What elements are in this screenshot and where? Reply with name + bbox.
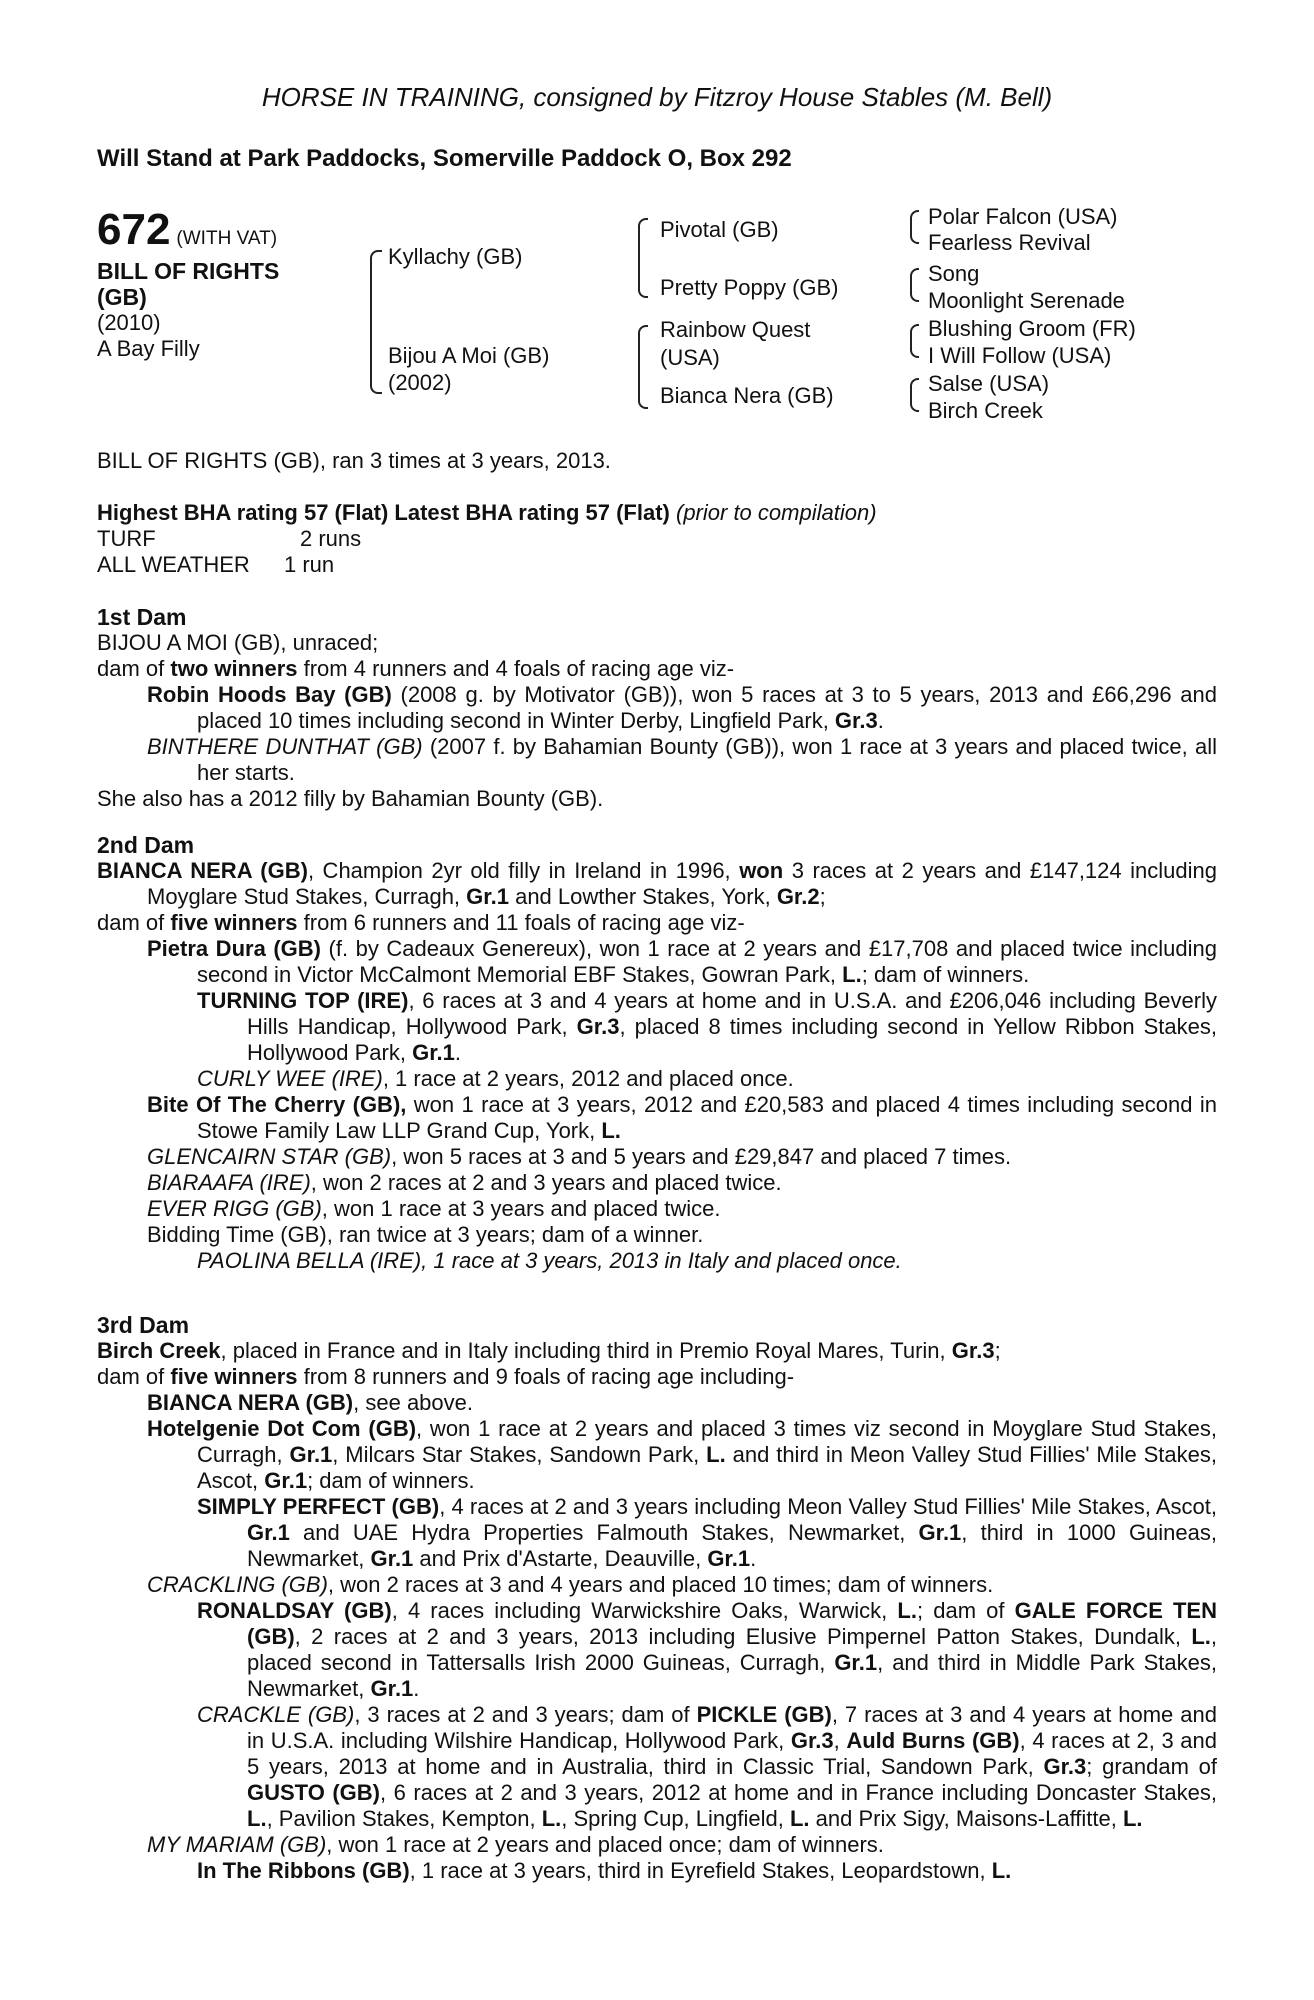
progeny-hotelgenie-dot-com bbox=[97, 1416, 1217, 1494]
progeny-paolina-bella: PAOLINA BELLA (IRE), 1 race at 3 years, 2013 in Italy and placed once. bbox=[197, 1248, 902, 1273]
progeny-name: CURLY WEE (IRE) bbox=[197, 1066, 383, 1091]
text: (2007 f. by Bahamian Bounty (GB)), won 1 race at 3 years and placed twice, all her starts. bbox=[197, 734, 1217, 785]
text: , 6 races at 3 and 4 years at home and in U.S.A. and £206,046 including Beverly Hills Handicap, Hollywood Park, bbox=[247, 988, 1217, 1039]
horse-year: (2010) bbox=[97, 310, 161, 335]
vat-note: (WITH VAT) bbox=[176, 228, 278, 249]
grade: Gr.3 bbox=[951, 1338, 995, 1363]
pedigree-brace-sd bbox=[910, 268, 919, 302]
progeny-name: TURNING TOP (IRE) bbox=[197, 988, 409, 1013]
runs-count: 2 runs bbox=[300, 526, 362, 551]
text: , 6 races at 2 and 3 years, 2012 at home and in France including Doncaster Stakes, bbox=[380, 1780, 1217, 1805]
race-summary: BILL OF RIGHTS (GB), ran 3 times at 3 years, 2013. bbox=[97, 448, 611, 473]
runs-count: 1 run bbox=[284, 552, 335, 577]
pedigree-brace-dam bbox=[638, 325, 648, 409]
text: ; dam of winners. bbox=[307, 1468, 475, 1493]
runs-row-turf bbox=[97, 526, 1217, 552]
pedigree-gen3-dds: Salse (USA) bbox=[928, 371, 1050, 396]
text: , won 5 races at 3 and 5 years and £29,847 and placed 7 times. bbox=[391, 1144, 1012, 1169]
text: , won 1 race at 3 years and placed twice. bbox=[321, 1196, 721, 1221]
runs-surface: TURF bbox=[97, 526, 156, 551]
progeny-ever-rigg bbox=[97, 1196, 1217, 1222]
text: , 3 races at 2 and 3 years; dam of bbox=[354, 1702, 697, 1727]
text: and Prix d'Astarte, Deauville, bbox=[413, 1546, 708, 1571]
dam2-line2 bbox=[97, 910, 1217, 936]
grade: Gr.1 bbox=[247, 1520, 290, 1545]
text: , 4 races at 2 and 3 years including Meon Valley Stud Fillies' Mile Stakes, Ascot, bbox=[439, 1494, 1217, 1519]
runs-surface: ALL WEATHER bbox=[97, 552, 250, 577]
text: , Pavilion Stakes, Kempton, bbox=[266, 1806, 542, 1831]
grade: Gr.1 bbox=[412, 1040, 455, 1065]
dam3-line2 bbox=[97, 1364, 1217, 1390]
horse-info bbox=[97, 258, 279, 362]
winners-count: five winners bbox=[170, 910, 298, 935]
pedigree-gen3-sss: Polar Falcon (USA) bbox=[928, 204, 1118, 229]
text: . bbox=[750, 1546, 757, 1571]
grade: L. bbox=[789, 1806, 810, 1831]
text: won 1 race at 3 years, 2012 and £20,583 and placed 4 times including second in Stowe Family Law LLP Grand Cup, York, bbox=[197, 1092, 1218, 1143]
dam2-bianca-nera bbox=[97, 858, 1217, 910]
pedigree-brace-sire bbox=[638, 218, 648, 298]
dam2-heading: 2nd Dam bbox=[97, 832, 195, 858]
progeny-name: GLENCAIRN STAR (GB) bbox=[147, 1144, 392, 1169]
grade: L. bbox=[842, 962, 862, 987]
grade: Gr.3 bbox=[1043, 1754, 1087, 1779]
runs-table bbox=[97, 526, 1217, 578]
text: (2008 g. by Motivator (GB)), won 5 races at 3 to 5 years, 2013 and £66,296 and placed 10 times including second in Winter Derby, Lingfield Park, bbox=[197, 682, 1218, 733]
rating-line bbox=[97, 500, 1217, 526]
grade: Gr.1 bbox=[918, 1520, 962, 1545]
pedigree-dam-sire-name: Rainbow Quest bbox=[660, 317, 811, 342]
text: . bbox=[454, 1040, 462, 1065]
pedigree-dam-sire bbox=[660, 316, 810, 372]
horse-country: (GB) bbox=[97, 284, 147, 310]
horse-description: A Bay Filly bbox=[97, 336, 200, 361]
rating-note: (prior to compilation) bbox=[676, 500, 877, 525]
grade: Gr.1 bbox=[834, 1650, 878, 1675]
text: , won 1 race at 2 years and placed 3 times viz second in Moyglare Stud Stakes, Curragh, bbox=[197, 1416, 1217, 1467]
pedigree-sire-dam: Pretty Poppy (GB) bbox=[660, 275, 839, 300]
progeny-curly-wee bbox=[97, 1066, 1217, 1092]
text: dam of bbox=[97, 910, 171, 935]
stand-location: Will Stand at Park Paddocks, Somerville Paddock O, Box 292 bbox=[97, 145, 792, 172]
pedigree-brace-dd bbox=[910, 378, 919, 412]
text: dam of bbox=[97, 656, 171, 681]
progeny-turning-top bbox=[97, 988, 1217, 1066]
dam2-section bbox=[97, 832, 1217, 1274]
horse-name: BILL OF RIGHTS bbox=[97, 258, 280, 284]
horse-name: Birch Creek bbox=[97, 1338, 221, 1363]
pedigree-gen3-sds: Song bbox=[928, 261, 980, 286]
text: , 7 races at 3 and 4 years at home and in U.S.A. including Wilshire Handicap, Hollywood Park, bbox=[247, 1702, 1217, 1753]
text: , won 2 races at 2 and 3 years and placed twice. bbox=[310, 1170, 782, 1195]
text: ; bbox=[994, 1338, 1001, 1363]
progeny-binthere-dunthat bbox=[97, 734, 1217, 786]
grade: Gr.1 bbox=[264, 1468, 308, 1493]
grade: L. bbox=[1122, 1806, 1143, 1831]
grade: Gr.3 bbox=[790, 1728, 834, 1753]
text: and Lowther Stakes, York, bbox=[508, 884, 777, 909]
pedigree-sire: Kyllachy (GB) bbox=[388, 244, 523, 269]
text: ; grandam of bbox=[1086, 1754, 1218, 1779]
text: ; dam of bbox=[916, 1598, 1015, 1623]
pedigree-brace-ss bbox=[910, 210, 919, 244]
pedigree-gen3-sdd: Moonlight Serenade bbox=[928, 288, 1125, 313]
progeny-bianca-nera bbox=[97, 1390, 1217, 1416]
text: from 8 runners and 9 foals of racing age including- bbox=[297, 1364, 795, 1389]
pedigree-dam-name: Bijou A Moi (GB) bbox=[388, 343, 550, 368]
grade: Gr.1 bbox=[370, 1676, 414, 1701]
text: , Spring Cup, Lingfield, bbox=[561, 1806, 790, 1831]
dam1-line2 bbox=[97, 656, 1217, 682]
pedigree-dam-dam: Bianca Nera (GB) bbox=[660, 383, 834, 408]
dam1-line1: BIJOU A MOI (GB), unraced; bbox=[97, 630, 379, 655]
text: 3 races at 2 years and £147,124 including Moyglare Stud Stakes, Curragh, bbox=[147, 858, 1217, 909]
progeny-in-the-ribbons bbox=[97, 1858, 1217, 1884]
dam1-section bbox=[97, 604, 1217, 812]
text: and third in Meon Valley Stud Fillies' Mile Stakes, Ascot, bbox=[197, 1442, 1217, 1493]
progeny-name: MY MARIAM (GB) bbox=[147, 1832, 327, 1857]
text: , third in 1000 Guineas, Newmarket, bbox=[247, 1520, 1217, 1571]
progeny-pietra-dura bbox=[97, 936, 1217, 988]
text: , 1 race at 3 years, third in Eyrefield Stakes, Leopardstown, bbox=[409, 1858, 992, 1883]
dam3-section bbox=[97, 1312, 1217, 1884]
pedigree-gen3-dss: Blushing Groom (FR) bbox=[928, 316, 1136, 341]
progeny-name: GALE FORCE TEN (GB) bbox=[247, 1598, 1217, 1649]
progeny-crackle bbox=[97, 1702, 1217, 1832]
text: , 2 races at 2 and 3 years, 2013 including Elusive Pimpernel Patton Stakes, Dundalk, bbox=[294, 1624, 1192, 1649]
pedigree-gen3-dsd: I Will Follow (USA) bbox=[928, 343, 1112, 368]
grade: Gr.1 bbox=[466, 884, 509, 909]
grade: Gr.1 bbox=[707, 1546, 751, 1571]
text: from 4 runners and 4 foals of racing age viz- bbox=[297, 656, 735, 681]
text: , placed 8 times including second in Yellow Ribbon Stakes, Hollywood Park, bbox=[247, 1014, 1217, 1065]
text: , 4 races at 2, 3 and 5 years, 2013 at home and in Australia, third in Classic Trial, Sandown Park, bbox=[247, 1728, 1217, 1779]
progeny-crackling bbox=[97, 1572, 1217, 1598]
pedigree-brace-ds bbox=[910, 324, 919, 358]
progeny-name: BIANCA NERA (GB) bbox=[147, 1390, 354, 1415]
progeny-name: Robin Hoods Bay (GB) bbox=[147, 682, 392, 707]
text: ; bbox=[819, 884, 826, 909]
pedigree-dam-sire-country: (USA) bbox=[660, 345, 720, 370]
text: (f. by Cadeaux Genereux), won 1 race at 2 years and £17,708 and placed twice including second in Victor McCalmont Memorial EBF Stakes, Gowran Park, bbox=[197, 936, 1217, 987]
dam1-heading: 1st Dam bbox=[97, 604, 187, 630]
progeny-ronaldsay bbox=[97, 1598, 1217, 1702]
text: from 6 runners and 11 foals of racing age viz- bbox=[297, 910, 745, 935]
text: dam of bbox=[97, 1364, 171, 1389]
grade: Gr.3 bbox=[576, 1014, 620, 1039]
text: . bbox=[413, 1676, 420, 1701]
progeny-name: Hotelgenie Dot Com (GB) bbox=[147, 1416, 417, 1441]
progeny-name: CRACKLING (GB) bbox=[147, 1572, 328, 1597]
text: , and third in Middle Park Stakes, Newmarket, bbox=[247, 1650, 1217, 1701]
grade: L. bbox=[706, 1442, 726, 1467]
runs-row-allweather bbox=[97, 552, 1217, 578]
lot-number bbox=[97, 205, 277, 255]
progeny-simply-perfect bbox=[97, 1494, 1217, 1572]
text: and UAE Hydra Properties Falmouth Stakes, Newmarket, bbox=[289, 1520, 919, 1545]
text: , won 1 race at 2 years and placed once; dam of winners. bbox=[326, 1832, 884, 1857]
progeny-name: SIMPLY PERFECT (GB) bbox=[197, 1494, 440, 1519]
text: , placed second in Tattersalls Irish 2000 Guineas, Curragh, bbox=[247, 1624, 1217, 1675]
winners-count: two winners bbox=[170, 656, 298, 681]
dam3-birch-creek bbox=[97, 1338, 1217, 1364]
text: ; dam of winners. bbox=[861, 962, 1030, 987]
progeny-name: EVER RIGG (GB) bbox=[147, 1196, 322, 1221]
text: , Champion 2yr old filly in Ireland in 1996, bbox=[307, 858, 740, 883]
text: , Milcars Star Stakes, Sandown Park, bbox=[332, 1442, 707, 1467]
text: , won 2 races at 3 and 4 years and placed 10 times; dam of winners. bbox=[327, 1572, 994, 1597]
grade: Gr.3 bbox=[834, 708, 878, 733]
progeny-bidding-time: Bidding Time (GB), ran twice at 3 years; dam of a winner. bbox=[147, 1222, 704, 1247]
progeny-biaraafa bbox=[97, 1170, 1217, 1196]
pedigree-dam-year: (2002) bbox=[388, 370, 452, 395]
grade: Gr.1 bbox=[289, 1442, 333, 1467]
grade: L. bbox=[601, 1118, 621, 1143]
grade: L. bbox=[1191, 1624, 1211, 1649]
horse-name: BIANCA NERA (GB) bbox=[97, 858, 308, 883]
page-header: HORSE IN TRAINING, consigned by Fitzroy House Stables (M. Bell) bbox=[261, 82, 1053, 112]
text: won bbox=[739, 858, 784, 883]
text: , 1 race at 2 years, 2012 and placed once. bbox=[382, 1066, 794, 1091]
pedigree-gen3-ddd: Birch Creek bbox=[928, 398, 1043, 423]
grade: Gr.2 bbox=[776, 884, 820, 909]
progeny-glencairn-star bbox=[97, 1144, 1217, 1170]
progeny-robin-hoods-bay bbox=[97, 682, 1217, 734]
text: , placed in France and in Italy including third in Premio Royal Mares, Turin, bbox=[220, 1338, 952, 1363]
grade: L. bbox=[897, 1598, 917, 1623]
grade: L. bbox=[991, 1858, 1012, 1883]
dam1-also: She also has a 2012 filly by Bahamian Bounty (GB). bbox=[97, 786, 604, 811]
grade: Gr.1 bbox=[370, 1546, 414, 1571]
progeny-name: In The Ribbons (GB) bbox=[197, 1858, 410, 1883]
text: , 4 races including Warwickshire Oaks, Warwick, bbox=[391, 1598, 898, 1623]
progeny-name: CRACKLE (GB) bbox=[197, 1702, 355, 1727]
progeny-name: Pietra Dura (GB) bbox=[147, 936, 321, 961]
pedigree-dam bbox=[388, 342, 549, 396]
text: and Prix Sigy, Maisons-Laffitte, bbox=[809, 1806, 1123, 1831]
progeny-name: Auld Burns (GB) bbox=[846, 1728, 1020, 1753]
grade: L. bbox=[247, 1806, 267, 1831]
pedigree-sire-sire: Pivotal (GB) bbox=[660, 217, 779, 242]
pedigree-brace-gen1 bbox=[370, 250, 382, 394]
progeny-name: GUSTO (GB) bbox=[247, 1780, 380, 1805]
progeny-name: BINTHERE DUNTHAT (GB) bbox=[147, 734, 423, 759]
winners-count: five winners bbox=[170, 1364, 298, 1389]
progeny-my-mariam bbox=[97, 1832, 1217, 1858]
progeny-name: Bite Of The Cherry (GB), bbox=[147, 1092, 407, 1117]
text: , bbox=[833, 1728, 847, 1753]
dam3-heading: 3rd Dam bbox=[97, 1312, 190, 1338]
grade: L. bbox=[541, 1806, 562, 1831]
text: . bbox=[877, 708, 884, 733]
progeny-name: BIARAAFA (IRE) bbox=[147, 1170, 311, 1195]
progeny-bite-of-the-cherry bbox=[97, 1092, 1217, 1144]
lot-number-value: 672 bbox=[97, 205, 171, 254]
text: , see above. bbox=[353, 1390, 474, 1415]
progeny-name: RONALDSAY (GB) bbox=[197, 1598, 392, 1623]
progeny-name: PICKLE (GB) bbox=[696, 1702, 832, 1727]
pedigree-gen3-ssd: Fearless Revival bbox=[928, 230, 1091, 255]
rating-bold: Highest BHA rating 57 (Flat) Latest BHA rating 57 (Flat) bbox=[97, 500, 670, 525]
